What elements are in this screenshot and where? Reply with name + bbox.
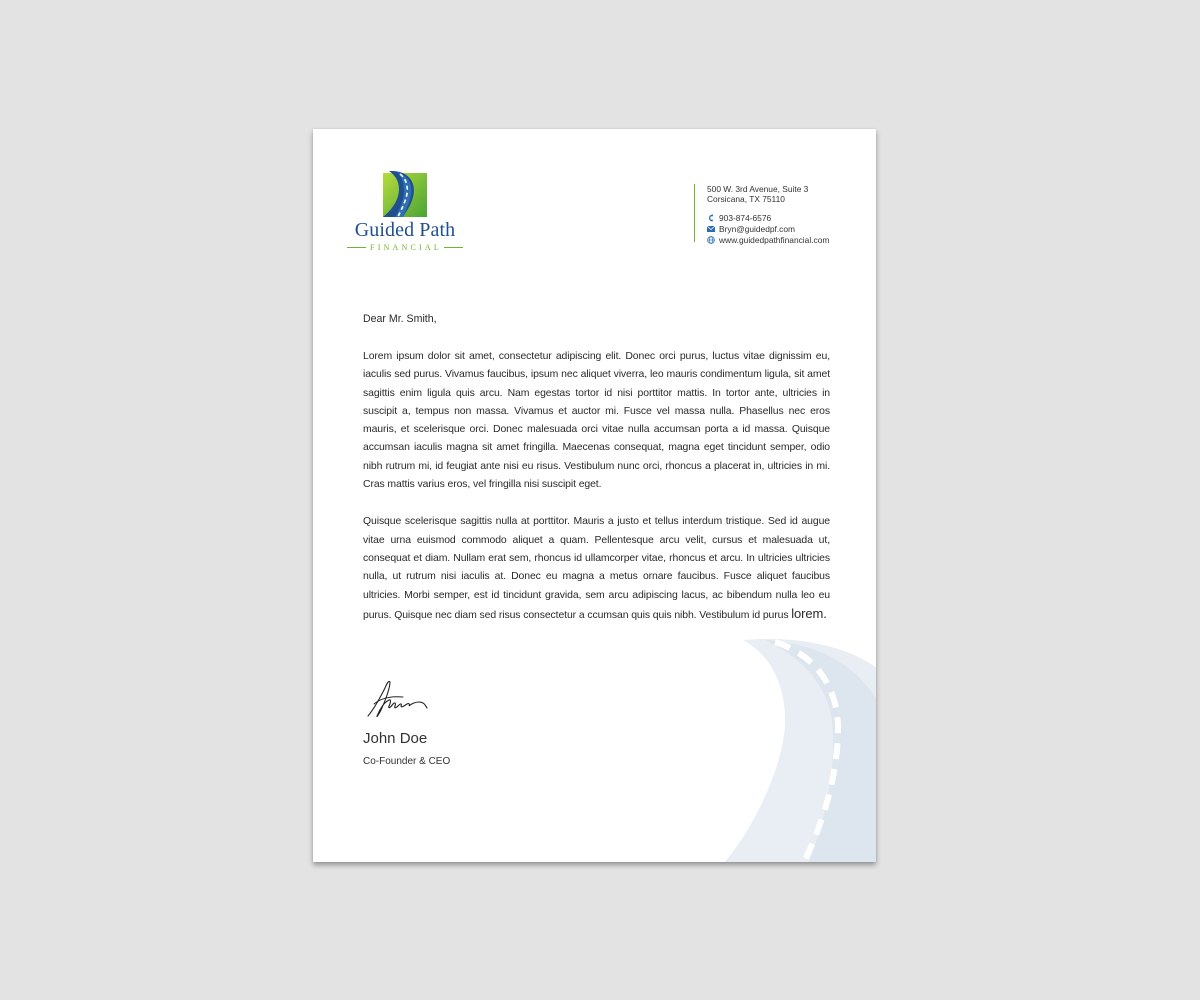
address-line-1: 500 W. 3rd Avenue, Suite 3: [707, 184, 809, 194]
globe-icon: [707, 236, 715, 244]
signer-name: John Doe: [363, 730, 428, 747]
contact-email[interactable]: Bryn@guidedpf.com: [719, 223, 796, 234]
letterhead-page: [313, 129, 876, 862]
salutation: Dear Mr. Smith,: [363, 313, 437, 325]
phone-icon: [707, 214, 715, 222]
mail-icon: [707, 225, 715, 233]
logo-rule-left: [347, 247, 366, 248]
logo-company-name: Guided Path: [354, 219, 456, 241]
paragraph-2-text: Quisque scelerisque sagittis nulla at porttitor. Mauris a justo et tellus interdum tristique. Sed id augue vitae urna euismod commodo aliquet a quam. Pellentesque arcu velit, cursus et malesuada ut, consequat et diam. Nullam erat sem, rhoncus id ullamcorper vitae, rhoncus et arcu. In ultricies ultricies nulla, ut rutrum nisi iaculis at. Donec eu magna a metus ornare faucibus. Fusce aliquet faucibus ultricies. Morbi semper, est id tincidunt gravida, sem arcu adipiscing lacus, ac bibendum nulla leo eu purus. Quisque nec diam sed risus consectetur a ccumsan quis quis nibh. Vestibulum id purus: [363, 516, 830, 621]
company-logo: [347, 171, 463, 253]
contact-email-row: [707, 223, 829, 234]
contact-website[interactable]: www.guidedpathfinancial.com: [719, 234, 830, 245]
contact-phone[interactable]: 903-874-6576: [719, 212, 772, 223]
handwritten-signature: [363, 674, 443, 722]
contact-website-row: [707, 234, 829, 245]
letter-body: [363, 312, 830, 644]
contact-spacer: [707, 204, 829, 212]
paragraph-2: [363, 513, 830, 625]
contact-phone-row: [707, 212, 829, 223]
contact-block: [694, 184, 830, 245]
paragraph-2-end: lorem.: [791, 605, 827, 621]
logo-subtitle: FINANCIAL: [370, 242, 442, 252]
paragraph-1: Lorem ipsum dolor sit amet, consectetur adipiscing elit. Donec orci purus, luctus vitae dignissim eu, iaculis sed purus. Vivamus faucibus, ipsum nec aliquet viverra, leo mauris condimentum ligula, sit amet sagittis enim ligula quis arcu. Nam egestas tortor id nisi porttitor mattis. In tortor ante, ultricies in suscipit a, tempus non massa. Vivamus et auctor mi. Fusce vel massa nulla. Phasellus nec eros mauris, et scelerisque orci. Donec malesuada orci vitae nulla accumsan porta a id massa. Quisque accumsan iaculis magna sit amet fringilla. Maecenas consequat, magna eget tincidunt semper, odio nibh rutrum mi, id feugiat ante nisi eu risus. Vestibulum nunc orci, rhoncus a placerat in, ultricies in mi. Cras mattis varius eros, vel fringilla nisi suscipit eget.: [363, 351, 830, 491]
address-line-2: Corsicana, TX 75110: [707, 194, 785, 204]
logo-subtitle-row: [347, 241, 463, 253]
road-logo-icon: [383, 171, 427, 217]
road-watermark-graphic: [713, 634, 876, 862]
signer-title: Co-Founder & CEO: [363, 756, 451, 767]
logo-rule-right: [444, 247, 463, 248]
